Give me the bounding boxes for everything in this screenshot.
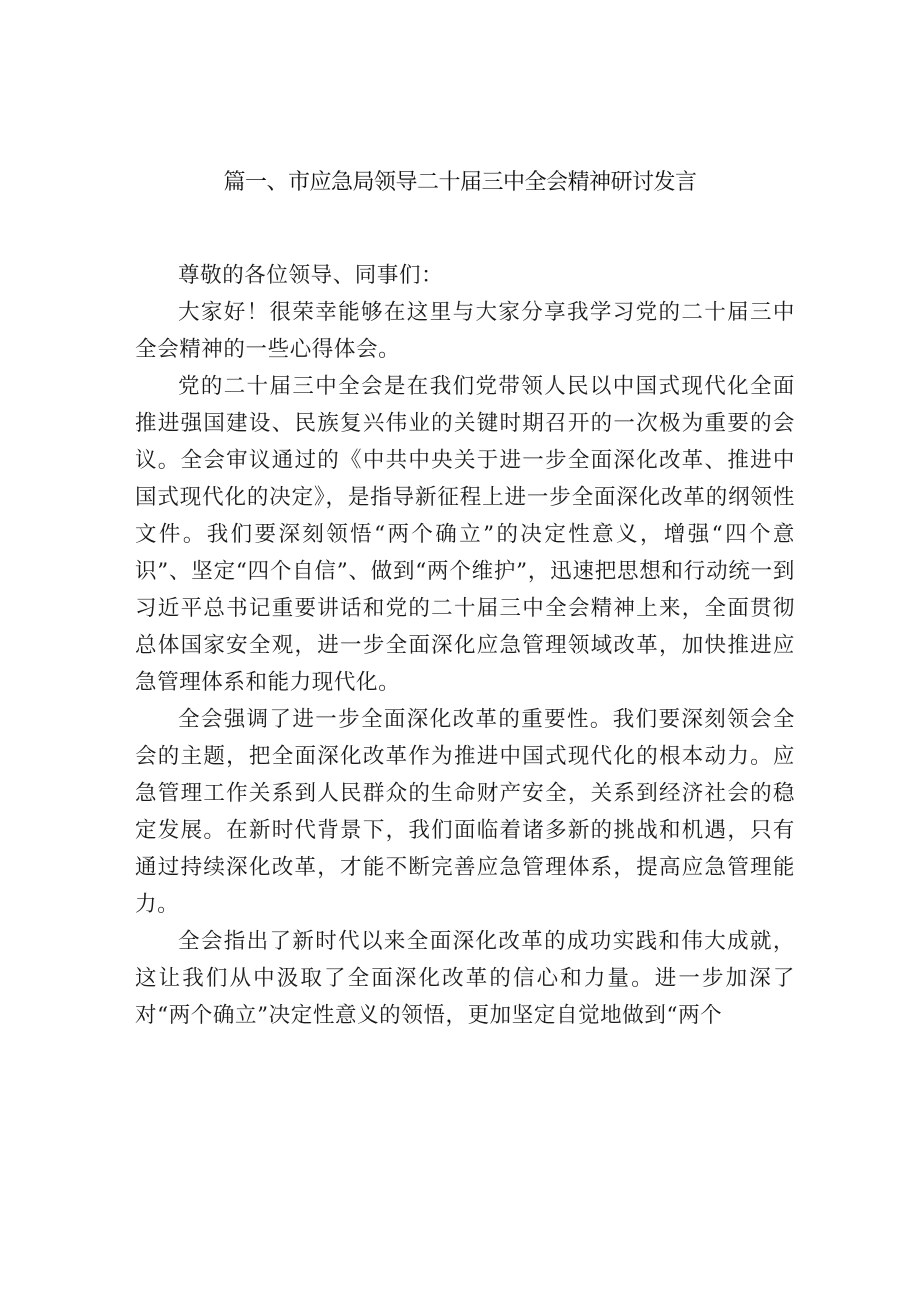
paragraph-plenary-overview: 党的二十届三中全会是在我们党带领人民以中国式现代化全面推进强国建设、民族复兴伟业的关键时期召开的一次极为重要的会议。全会审议通过的《中共中央关于进一步全面深化改革、推进中国式现代化的决定》，是指导新征程上进一步全面深化改革的纲领性文件。我们要深刻领悟“两个确立”的决定性意义，增强“四个意识”、坚定“四个自信”、做到“两个维护”，迅速把思想和行动统一到习近平总书记重要讲话和党的二十届三中全会精神上来，全面贯彻总体国家安全观，进一步全面深化应急管理领域改革，加快推进应急管理体系和能力现代化。 <box>135 374 795 695</box>
paragraph-salutation: 尊敬的各位领导、同事们： <box>178 263 444 288</box>
paragraph-greeting: 大家好！很荣幸能够在这里与大家分享我学习党的二十届三中全会精神的一些心得体会。 <box>135 300 795 362</box>
paragraph-reform-achievements: 全会指出了新时代以来全面深化改革的成功实践和伟大成就，这让我们从中汲取了全面深化改革的信心和力量。进一步加深了对“两个确立”决定性意义的领悟，更加坚定自觉地做到“两个 <box>135 929 795 1028</box>
document-body <box>135 257 795 1034</box>
document-title: 篇一、市应急局领导二十届三中全会精神研讨发言 <box>223 170 697 195</box>
paragraph-reform-importance: 全会强调了进一步全面深化改革的重要性。我们要深刻领会全会的主题，把全面深化改革作为推进中国式现代化的根本动力。应急管理工作关系到人民群众的生命财产安全，关系到经济社会的稳定发展。在新时代背景下，我们面临着诸多新的挑战和机遇，只有通过持续深化改革，才能不断完善应急管理体系，提高应急管理能力。 <box>135 707 795 917</box>
